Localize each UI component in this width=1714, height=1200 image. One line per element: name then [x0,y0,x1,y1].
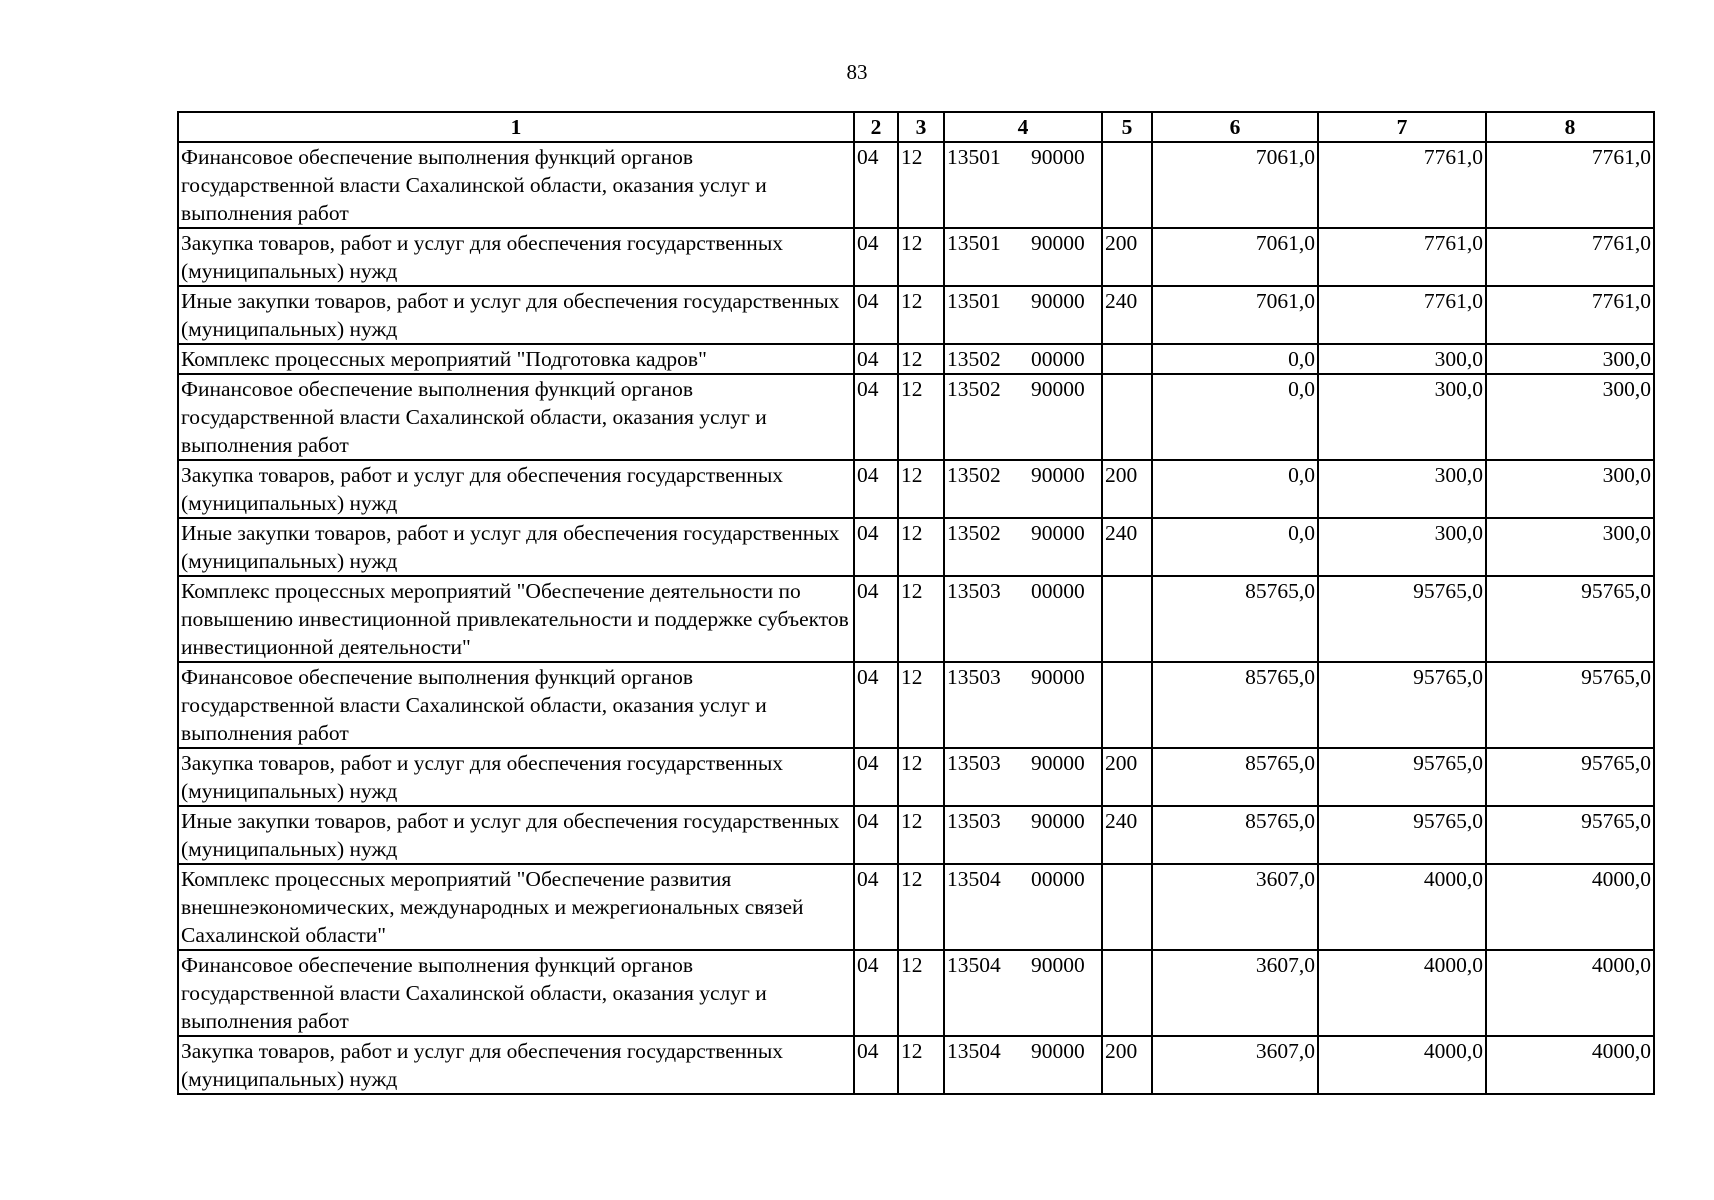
target-article-part2: 90000 [1031,1039,1085,1063]
amount-col6: 85765,0 [1152,662,1318,748]
header-cell: 2 [854,112,898,142]
target-article-part1: 13502 [947,463,1001,487]
table-row [178,748,1654,806]
table-row [178,286,1654,344]
target-article-part2: 90000 [1031,521,1085,545]
amount-col6: 7061,0 [1152,142,1318,228]
subsection-code: 12 [898,142,944,228]
amount-col8: 300,0 [1486,518,1654,576]
target-article-code [944,950,1102,1036]
target-article-code [944,864,1102,950]
target-article-part1: 13501 [947,289,1001,313]
amount-col6: 3607,0 [1152,1036,1318,1094]
section-code: 04 [854,460,898,518]
amount-col7: 7761,0 [1318,142,1486,228]
amount-col6: 0,0 [1152,518,1318,576]
row-name: Финансовое обеспечение выполнения функций органов государственной власти Сахалинской области, оказания услуг и выполнения работ [178,950,854,1036]
target-article-part2: 90000 [1031,665,1085,689]
target-article-part1: 13502 [947,521,1001,545]
expense-type-code [1102,374,1152,460]
table-row [178,1036,1654,1094]
amount-col8: 4000,0 [1486,864,1654,950]
amount-col8: 7761,0 [1486,286,1654,344]
amount-col7: 300,0 [1318,460,1486,518]
expense-type-code [1102,662,1152,748]
expense-type-code: 200 [1102,1036,1152,1094]
target-article-part1: 13503 [947,579,1001,603]
table-row [178,950,1654,1036]
section-code: 04 [854,518,898,576]
amount-col6: 3607,0 [1152,950,1318,1036]
target-article-code [944,286,1102,344]
header-cell: 3 [898,112,944,142]
amount-col8: 300,0 [1486,344,1654,374]
target-article-part1: 13504 [947,1039,1001,1063]
amount-col7: 4000,0 [1318,1036,1486,1094]
header-cell: 4 [944,112,1102,142]
subsection-code: 12 [898,576,944,662]
section-code: 04 [854,344,898,374]
section-code: 04 [854,142,898,228]
section-code: 04 [854,662,898,748]
table-row [178,460,1654,518]
amount-col6: 85765,0 [1152,806,1318,864]
target-article-part2: 90000 [1031,289,1085,313]
table-row [178,344,1654,374]
subsection-code: 12 [898,374,944,460]
header-cell: 5 [1102,112,1152,142]
section-code: 04 [854,806,898,864]
header-cell: 8 [1486,112,1654,142]
row-name: Комплекс процессных мероприятий "Подготовка кадров" [178,344,854,374]
row-name: Закупка товаров, работ и услуг для обеспечения государственных (муниципальных) нужд [178,460,854,518]
expense-type-code: 200 [1102,460,1152,518]
expense-type-code [1102,950,1152,1036]
target-article-code [944,748,1102,806]
amount-col6: 7061,0 [1152,228,1318,286]
table-row [178,662,1654,748]
target-article-part1: 13501 [947,145,1001,169]
target-article-code [944,1036,1102,1094]
target-article-part2: 90000 [1031,231,1085,255]
subsection-code: 12 [898,864,944,950]
amount-col6: 0,0 [1152,344,1318,374]
subsection-code: 12 [898,806,944,864]
subsection-code: 12 [898,460,944,518]
row-name: Финансовое обеспечение выполнения функций органов государственной власти Сахалинской области, оказания услуг и выполнения работ [178,662,854,748]
target-article-part2: 00000 [1031,579,1085,603]
section-code: 04 [854,374,898,460]
table-row [178,374,1654,460]
target-article-part1: 13504 [947,953,1001,977]
amount-col8: 7761,0 [1486,228,1654,286]
amount-col6: 0,0 [1152,460,1318,518]
target-article-part2: 00000 [1031,347,1085,371]
target-article-part1: 13502 [947,347,1001,371]
expense-type-code: 240 [1102,518,1152,576]
header-cell: 7 [1318,112,1486,142]
target-article-part2: 90000 [1031,953,1085,977]
expense-type-code: 200 [1102,748,1152,806]
subsection-code: 12 [898,228,944,286]
amount-col7: 95765,0 [1318,576,1486,662]
target-article-code [944,374,1102,460]
expense-type-code: 240 [1102,286,1152,344]
section-code: 04 [854,1036,898,1094]
expense-type-code [1102,142,1152,228]
amount-col8: 95765,0 [1486,748,1654,806]
target-article-code [944,806,1102,864]
target-article-part1: 13502 [947,377,1001,401]
subsection-code: 12 [898,748,944,806]
expense-type-code [1102,864,1152,950]
target-article-part1: 13503 [947,665,1001,689]
subsection-code: 12 [898,344,944,374]
row-name: Комплекс процессных мероприятий "Обеспечение развития внешнеэкономических, международных и межрегиональных связей Сахалинской области" [178,864,854,950]
amount-col7: 7761,0 [1318,286,1486,344]
amount-col7: 7761,0 [1318,228,1486,286]
row-name: Закупка товаров, работ и услуг для обеспечения государственных (муниципальных) нужд [178,748,854,806]
amount-col8: 95765,0 [1486,576,1654,662]
target-article-part2: 90000 [1031,377,1085,401]
target-article-part2: 90000 [1031,751,1085,775]
row-name: Иные закупки товаров, работ и услуг для обеспечения государственных (муниципальных) нужд [178,286,854,344]
budget-table [177,111,1655,1095]
section-code: 04 [854,864,898,950]
target-article-code [944,460,1102,518]
target-article-code [944,344,1102,374]
amount-col6: 85765,0 [1152,576,1318,662]
amount-col7: 300,0 [1318,518,1486,576]
table-row [178,864,1654,950]
expense-type-code: 240 [1102,806,1152,864]
row-name: Закупка товаров, работ и услуг для обеспечения государственных (муниципальных) нужд [178,1036,854,1094]
amount-col7: 95765,0 [1318,748,1486,806]
target-article-part1: 13503 [947,809,1001,833]
amount-col7: 300,0 [1318,374,1486,460]
row-name: Иные закупки товаров, работ и услуг для обеспечения государственных (муниципальных) нужд [178,806,854,864]
expense-type-code: 200 [1102,228,1152,286]
target-article-code [944,228,1102,286]
section-code: 04 [854,576,898,662]
amount-col8: 95765,0 [1486,806,1654,864]
amount-col6: 0,0 [1152,374,1318,460]
row-name: Комплекс процессных мероприятий "Обеспечение деятельности по повышению инвестиционной привлекательности и поддержке субъектов инвестиционной деятельности" [178,576,854,662]
expense-type-code [1102,344,1152,374]
target-article-code [944,576,1102,662]
header-cell: 1 [178,112,854,142]
page-number: 83 [846,60,868,84]
row-name: Закупка товаров, работ и услуг для обеспечения государственных (муниципальных) нужд [178,228,854,286]
expense-type-code [1102,576,1152,662]
row-name: Иные закупки товаров, работ и услуг для обеспечения государственных (муниципальных) нужд [178,518,854,576]
target-article-code [944,142,1102,228]
section-code: 04 [854,286,898,344]
amount-col6: 3607,0 [1152,864,1318,950]
amount-col8: 300,0 [1486,374,1654,460]
table-row [178,806,1654,864]
target-article-part2: 00000 [1031,867,1085,891]
section-code: 04 [854,950,898,1036]
amount-col6: 7061,0 [1152,286,1318,344]
subsection-code: 12 [898,950,944,1036]
row-name: Финансовое обеспечение выполнения функций органов государственной власти Сахалинской области, оказания услуг и выполнения работ [178,374,854,460]
section-code: 04 [854,748,898,806]
amount-col8: 4000,0 [1486,1036,1654,1094]
target-article-code [944,662,1102,748]
subsection-code: 12 [898,662,944,748]
subsection-code: 12 [898,1036,944,1094]
table-row [178,142,1654,228]
target-article-part1: 13501 [947,231,1001,255]
subsection-code: 12 [898,518,944,576]
section-code: 04 [854,228,898,286]
amount-col7: 95765,0 [1318,806,1486,864]
amount-col8: 4000,0 [1486,950,1654,1036]
amount-col7: 4000,0 [1318,864,1486,950]
target-article-part1: 13504 [947,867,1001,891]
amount-col6: 85765,0 [1152,748,1318,806]
table-row [178,228,1654,286]
table-row [178,576,1654,662]
row-name: Финансовое обеспечение выполнения функций органов государственной власти Сахалинской области, оказания услуг и выполнения работ [178,142,854,228]
target-article-part1: 13503 [947,751,1001,775]
header-cell: 6 [1152,112,1318,142]
amount-col7: 95765,0 [1318,662,1486,748]
target-article-part2: 90000 [1031,145,1085,169]
target-article-part2: 90000 [1031,809,1085,833]
subsection-code: 12 [898,286,944,344]
amount-col8: 95765,0 [1486,662,1654,748]
target-article-code [944,518,1102,576]
amount-col7: 300,0 [1318,344,1486,374]
amount-col8: 7761,0 [1486,142,1654,228]
target-article-part2: 90000 [1031,463,1085,487]
header-row [178,112,1654,142]
table-row [178,518,1654,576]
amount-col7: 4000,0 [1318,950,1486,1036]
amount-col8: 300,0 [1486,460,1654,518]
